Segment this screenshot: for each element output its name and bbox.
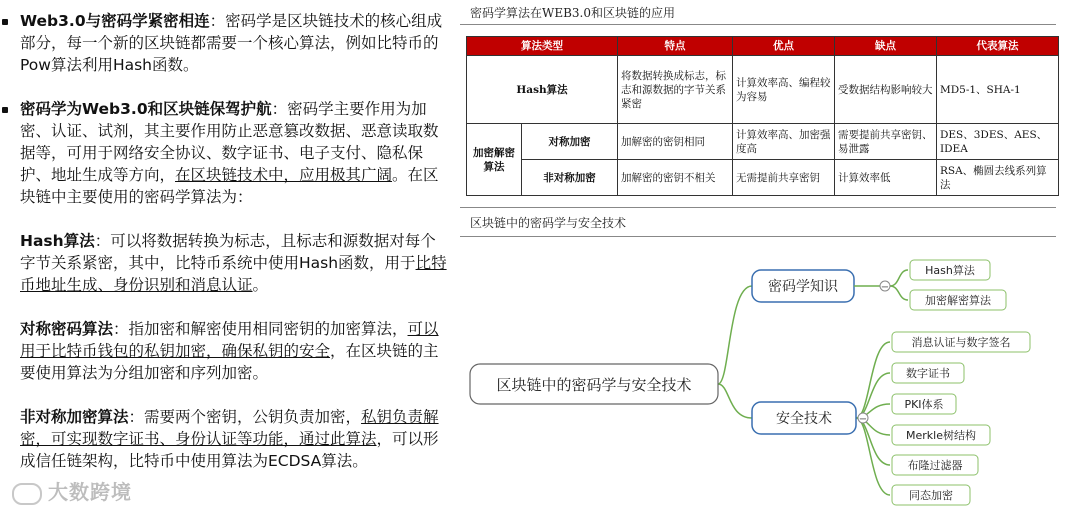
paragraph-lead: 对称密码算法 — [20, 320, 114, 338]
mindmap-leaf-homomorphic[interactable] — [892, 485, 970, 505]
header-cell: 特点 — [617, 37, 732, 56]
left-text-panel — [0, 0, 458, 511]
cell-type: 非对称加密 — [522, 160, 618, 196]
paragraph-underlined: 比特币地址生成、身份识别和消息认证 — [20, 254, 447, 294]
mindmap-diagram — [460, 242, 1060, 510]
svg-text:加密解密算法: 加密解密算法 — [925, 294, 991, 307]
table-header-row — [467, 37, 1059, 56]
mindmap-leaf-hash[interactable] — [910, 260, 990, 280]
paragraph-symmetric — [20, 318, 448, 384]
mindmap-leaf-merkle-tree[interactable] — [892, 425, 990, 445]
paragraph-web3-crypto — [20, 10, 448, 76]
watermark-logo — [12, 476, 132, 505]
cell-type: 对称加密 — [522, 124, 618, 160]
cell-con: 受数据结构影响较大 — [834, 56, 936, 124]
mindmap-leaf-bloom-filter[interactable] — [892, 455, 978, 475]
algorithm-table — [466, 36, 1059, 196]
connector-b2-c2 — [856, 373, 890, 418]
connector-b1-c2 — [890, 286, 908, 300]
svg-text:PKI体系: PKI体系 — [904, 398, 944, 411]
paragraph-tail: 。在区块链中主要使用的密码学算法为： — [20, 166, 439, 206]
connector-b2-c1 — [856, 342, 890, 418]
cell-feature: 将数据转换成标志，标志和源数据的字节关系紧密 — [617, 56, 732, 124]
paragraph-crypto-guard — [20, 98, 448, 208]
cell-pro: 计算效率高、加密强度高 — [732, 124, 834, 160]
connector-b1-c1 — [890, 270, 908, 286]
watermark-text: 大数跨境 — [48, 480, 132, 504]
bullet-2 — [2, 107, 8, 113]
paragraph-lead: 非对称加密算法 — [20, 408, 129, 426]
svg-text:−: − — [858, 414, 868, 425]
cell-con: 需要提前共享密钥、易泄露 — [834, 124, 936, 160]
svg-text:Merkle树结构: Merkle树结构 — [906, 429, 976, 442]
connector-b2-c5 — [856, 418, 890, 465]
paragraph-body: ：密码学主要作用为加密、认证、试剂，其主要作用防止恶意篡改数据、恶意读取数据等，可用于网络安全协议、数字证书、电子支付、隐私保护、地址生成等方向， — [20, 100, 439, 184]
header-cell: 优点 — [732, 37, 834, 56]
cell-group: 加密解密算法 — [467, 124, 522, 196]
cell-feature: 加解密的密钥不相关 — [617, 160, 732, 196]
svg-text:Hash算法: Hash算法 — [925, 264, 975, 277]
paragraph-body: ：需要两个密钥，公钥负责加密， — [128, 408, 362, 426]
svg-text:密码学知识: 密码学知识 — [768, 279, 838, 295]
mindmap-top-rule — [460, 207, 1056, 208]
table-row-symmetric — [467, 124, 1059, 160]
cell-pro: 无需提前共享密钥 — [732, 160, 834, 196]
mindmap-leaf-encrypt-decrypt[interactable] — [910, 290, 1006, 310]
svg-text:−: − — [880, 282, 890, 293]
mindmap-connectors — [718, 270, 908, 495]
cell-con: 计算效率低 — [834, 160, 936, 196]
svg-text:布隆过滤器: 布隆过滤器 — [907, 459, 963, 472]
header-cell: 缺点 — [834, 37, 936, 56]
paragraph-lead: Hash算法 — [20, 232, 95, 250]
svg-text:消息认证与数字签名: 消息认证与数字签名 — [911, 336, 1011, 349]
collapse-toggle-icon[interactable] — [858, 413, 868, 425]
cell-rep: RSA、椭圆去线系列算法 — [936, 160, 1058, 196]
table-title-rule — [460, 24, 1056, 25]
paragraph-lead: 密码学为Web3.0和区块链保驾护航 — [20, 100, 272, 118]
cell-pro: 计算效率高、编程较为容易 — [732, 56, 834, 124]
paragraph-tail: ，可以形成信任链架构，比特币中使用算法为ECDSA算法。 — [20, 430, 439, 470]
cell-feature: 加解密的密钥相同 — [617, 124, 732, 160]
svg-text:同态加密: 同态加密 — [909, 489, 953, 502]
connector-root-b1 — [718, 286, 752, 384]
mindmap-leaf-pki[interactable] — [892, 394, 956, 414]
watermark-glyph-icon — [12, 483, 42, 505]
paragraph-body: ：指加密和解密使用相同密钥的加密算法， — [113, 320, 408, 338]
mindmap-title-rule — [460, 236, 1056, 237]
svg-text:安全技术: 安全技术 — [776, 411, 832, 427]
paragraph-body: ：密码学是区块链技术的核心组成部分，每一个新的区块链都需要一个核心算法，例如比特币的Pow算法利用Hash函数。 — [20, 12, 443, 74]
svg-text:区块链中的密码学与安全技术: 区块链中的密码学与安全技术 — [496, 376, 692, 394]
mindmap-title: 区块链中的密码学与安全技术 — [470, 216, 627, 230]
svg-text:数字证书: 数字证书 — [906, 367, 950, 380]
header-cell: 代表算法 — [936, 37, 1058, 56]
bullet-1 — [2, 19, 8, 25]
table-row-asymmetric — [467, 160, 1059, 196]
paragraph-tail: 。 — [252, 276, 269, 294]
mindmap-branch-crypto-knowledge[interactable] — [752, 270, 854, 302]
paragraph-body: ：可以将数据转换为标志，且标志和源数据对每个字节关系紧密，其中，比特币系统中使用Hash函数，用于 — [20, 232, 436, 272]
cell-rep: MD5-1、SHA-1 — [936, 56, 1058, 124]
table-title: 密码学算法在WEB3.0和区块链的应用 — [470, 6, 675, 20]
paragraph-underlined: 私钥负责解密，可实现数字证书、身份认证等功能，通过此算法 — [20, 408, 439, 448]
paragraph-lead: Web3.0与密码学紧密相连 — [20, 12, 210, 30]
right-figure-panel — [460, 0, 1080, 511]
mindmap-root-node[interactable] — [470, 364, 718, 404]
paragraph-underlined: 在区块链技术中，应用极其广阔 — [175, 166, 393, 184]
connector-root-b2 — [718, 384, 752, 418]
paragraph-underlined: 可以用于比特币钱包的私钥加密，确保私钥的安全 — [20, 320, 439, 360]
paragraph-tail: ，在区块链的主要使用算法为分组加密和序列加密。 — [20, 342, 439, 382]
mindmap-branch-security-tech[interactable] — [752, 402, 856, 434]
mindmap-leaf-msg-auth-signature[interactable] — [892, 332, 1030, 352]
header-cell: 算法类型 — [467, 37, 618, 56]
mindmap-leaf-digital-certificate[interactable] — [892, 363, 964, 383]
cell-type: Hash算法 — [467, 56, 618, 124]
paragraph-asymmetric — [20, 406, 448, 472]
table-row-hash — [467, 56, 1059, 124]
collapse-toggle-icon[interactable] — [880, 281, 890, 293]
paragraph-hash — [20, 230, 448, 296]
cell-rep: DES、3DES、AES、IDEA — [936, 124, 1058, 160]
